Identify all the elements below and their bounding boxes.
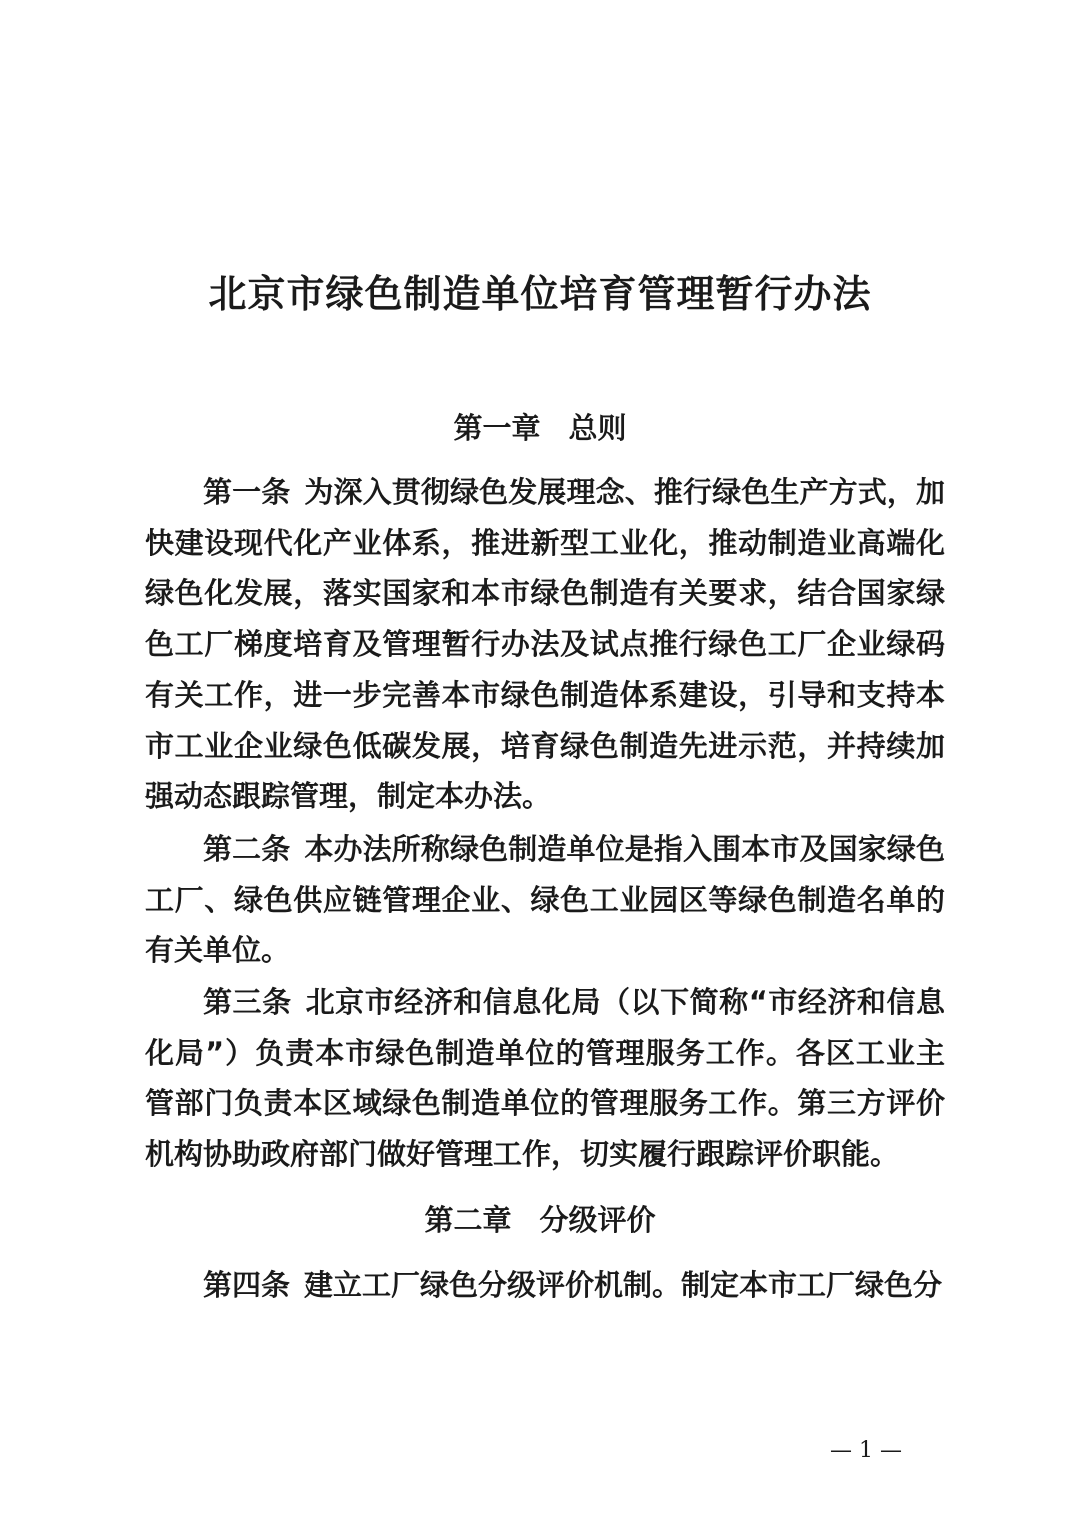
article-2-number: 第二条 — [203, 832, 291, 866]
page-number: — 1 — — [830, 1438, 902, 1463]
article-4 — [145, 1260, 945, 1311]
article-4-text: 建立工厂绿色分级评价机制。制定本市工厂绿色分 — [304, 1268, 943, 1302]
article-1 — [145, 467, 945, 822]
article-3-number: 第三条 — [203, 985, 292, 1019]
chapter-2-number: 第二章 — [424, 1203, 512, 1237]
article-3-text: 北京市经济和信息化局（以下简称“市经济和信息化局”）负责本市绿色制造单位的管理服务工作。各区工业主管部门负责本区域绿色制造单位的管理服务工作。第三方评价机构协助政府部门做好管理工作，切实履行跟踪评价职能。 — [145, 985, 945, 1172]
chapter-1-number: 第一章 — [453, 411, 541, 445]
chapter-1-name: 总则 — [568, 411, 627, 445]
document-title: 北京市绿色制造单位培育管理暂行办法 — [208, 272, 872, 316]
chapter-2-name: 分级评价 — [539, 1203, 656, 1237]
article-3 — [145, 977, 945, 1180]
article-4-number: 第四条 — [203, 1268, 291, 1302]
article-2-text: 本办法所称绿色制造单位是指入围本市及国家绿色工厂、绿色供应链管理企业、绿色工业园区等绿色制造名单的有关单位。 — [145, 832, 945, 968]
article-1-number: 第一条 — [203, 475, 291, 509]
chapter-2-heading — [0, 1200, 1080, 1240]
chapter-1-heading — [0, 408, 1080, 448]
article-1-text: 为深入贯彻绿色发展理念、推行绿色生产方式，加快建设现代化产业体系，推进新型工业化，推动制造业高端化绿色化发展，落实国家和本市绿色制造有关要求，结合国家绿色工厂梯度培育及管理暂行办法及试点推行绿色工厂企业绿码有关工作，进一步完善本市绿色制造体系建设，引导和支持本市工业企业绿色低碳发展，培育绿色制造先进示范，并持续加强动态跟踪管理，制定本办法。 — [145, 475, 945, 814]
article-2 — [145, 824, 945, 976]
